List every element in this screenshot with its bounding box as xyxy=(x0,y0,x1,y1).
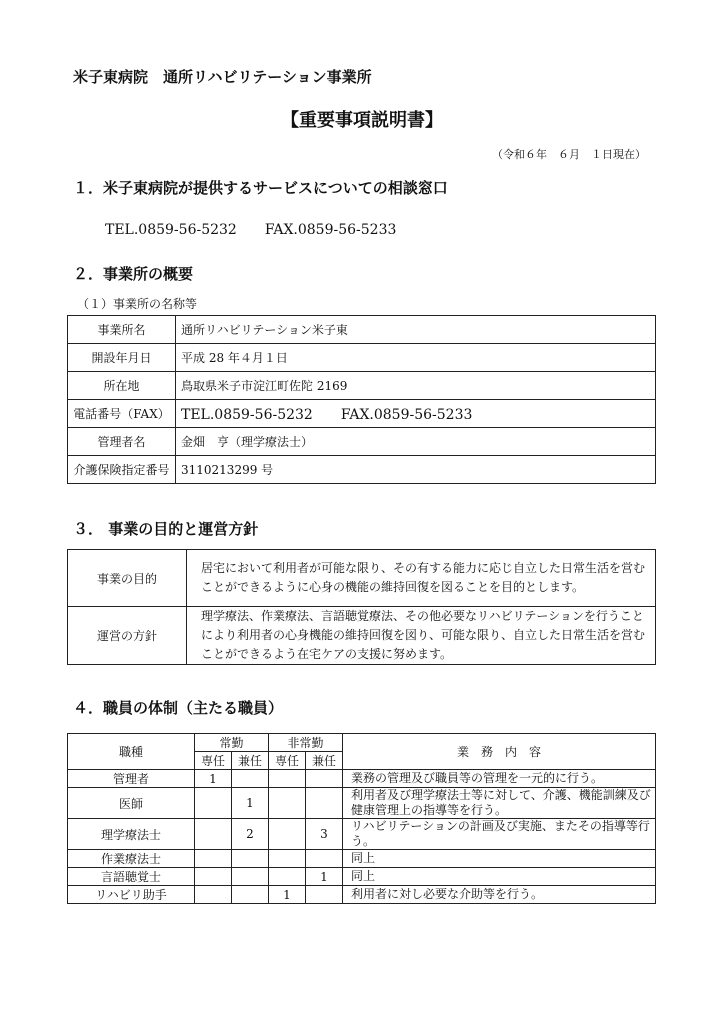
section-2-heading: ２．事業所の概要 xyxy=(73,265,194,283)
ft-concurrent-count: 1 xyxy=(232,788,269,819)
table-row xyxy=(68,886,656,904)
duty-description: 同上 xyxy=(343,868,656,886)
ft-concurrent-count xyxy=(232,770,269,788)
table-row xyxy=(68,344,656,372)
contact-numbers: TEL.0859-56-5232 FAX.0859-56-5233 xyxy=(105,222,397,238)
table-row xyxy=(68,372,656,400)
header-ft-dedicated: 専任 xyxy=(195,752,232,770)
header-pt-dedicated: 専任 xyxy=(269,752,306,770)
ft-dedicated-count xyxy=(195,850,232,868)
header-duty: 業 務 内 容 xyxy=(343,734,656,770)
job-title: 理学療法士 xyxy=(68,819,195,850)
pt-concurrent-count: 3 xyxy=(306,819,343,850)
pt-dedicated-count xyxy=(269,868,306,886)
row-value: 鳥取県米子市淀江町佐陀 2169 xyxy=(176,372,656,400)
header-ft-concurrent: 兼任 xyxy=(232,752,269,770)
duty-description: 同上 xyxy=(343,850,656,868)
organization-name: 米子東病院 通所リハビリテーション事業所 xyxy=(73,68,372,86)
row-value: 通所リハビリテーション米子東 xyxy=(176,316,656,344)
row-label: 事業所名 xyxy=(68,316,176,344)
table-row xyxy=(68,550,656,607)
pt-dedicated-count xyxy=(269,770,306,788)
row-value: 平成 28 年４月１日 xyxy=(176,344,656,372)
pt-concurrent-count: 1 xyxy=(306,868,343,886)
table-row xyxy=(68,607,656,665)
row-value: 3110213299 号 xyxy=(176,456,656,484)
header-parttime: 非常勤 xyxy=(269,734,343,752)
duty-description: 業務の管理及び職員等の管理を一元的に行う。 xyxy=(343,770,656,788)
pt-concurrent-count xyxy=(306,770,343,788)
table-row xyxy=(68,456,656,484)
row-text: 理学療法、作業療法、言語聴覚療法、その他必要なリハビリテーションを行うことにより利用者の心身機能の維持回復を図り、可能な限り、自立した日常生活を営むことができるよう在宅ケアの支援に努めます。 xyxy=(187,607,656,665)
ft-dedicated-count xyxy=(195,868,232,886)
job-title: 作業療法士 xyxy=(68,850,195,868)
header-fulltime: 常勤 xyxy=(195,734,269,752)
pt-concurrent-count xyxy=(306,850,343,868)
job-title: 医師 xyxy=(68,788,195,819)
ft-dedicated-count xyxy=(195,788,232,819)
table-row xyxy=(68,316,656,344)
row-text: 居宅において利用者が可能な限り、その有する能力に応じ自立した日常生活を営むことができるように心身の機能の維持回復を図ることを目的とします。 xyxy=(187,550,656,607)
pt-dedicated-count xyxy=(269,788,306,819)
row-label: 事業の目的 xyxy=(68,550,187,607)
as-of-date: （令和６年 ６月 １日現在） xyxy=(492,148,646,161)
section-3-heading: ３． 事業の目的と運営方針 xyxy=(73,520,259,538)
table-header-row xyxy=(68,734,656,752)
section-1-heading: １．米子東病院が提供するサービスについての相談窓口 xyxy=(73,179,448,197)
table-row xyxy=(68,400,656,428)
row-label: 電話番号（FAX） xyxy=(68,400,176,428)
job-title: 管理者 xyxy=(68,770,195,788)
job-title: リハビリ助手 xyxy=(68,886,195,904)
table-row xyxy=(68,850,656,868)
ft-dedicated-count xyxy=(195,886,232,904)
row-label: 所在地 xyxy=(68,372,176,400)
header-job: 職種 xyxy=(68,734,195,770)
document-title: 【重要事項説明書】 xyxy=(281,110,443,131)
ft-concurrent-count xyxy=(232,886,269,904)
facility-overview-table xyxy=(67,315,656,484)
row-value: TEL.0859-56-5232 FAX.0859-56-5233 xyxy=(176,400,656,428)
ft-concurrent-count xyxy=(232,850,269,868)
pt-concurrent-count xyxy=(306,886,343,904)
row-value: 金畑 亨（理学療法士） xyxy=(176,428,656,456)
row-label: 介護保険指定番号 xyxy=(68,456,176,484)
pt-dedicated-count: 1 xyxy=(269,886,306,904)
row-label: 運営の方針 xyxy=(68,607,187,665)
pt-dedicated-count xyxy=(269,819,306,850)
row-label: 管理者名 xyxy=(68,428,176,456)
duty-description: 利用者及び理学療法士等に対して、介護、機能訓練及び健康管理上の指導等を行う。 xyxy=(343,788,656,819)
table-row xyxy=(68,788,656,819)
ft-concurrent-count xyxy=(232,868,269,886)
section-2-subheading: （１）事業所の名称等 xyxy=(77,297,198,311)
ft-concurrent-count: 2 xyxy=(232,819,269,850)
duty-description: リハビリテーションの計画及び実施、またその指導等行う。 xyxy=(343,819,656,850)
row-label: 開設年月日 xyxy=(68,344,176,372)
purpose-policy-table xyxy=(67,549,656,665)
staff-structure-table xyxy=(67,733,656,904)
table-row xyxy=(68,868,656,886)
duty-description: 利用者に対し必要な介助等を行う。 xyxy=(343,886,656,904)
ft-dedicated-count xyxy=(195,819,232,850)
ft-dedicated-count: 1 xyxy=(195,770,232,788)
job-title: 言語聴覚士 xyxy=(68,868,195,886)
section-4-heading: ４．職員の体制（主たる職員） xyxy=(73,699,284,717)
table-row xyxy=(68,428,656,456)
header-pt-concurrent: 兼任 xyxy=(306,752,343,770)
pt-dedicated-count xyxy=(269,850,306,868)
pt-concurrent-count xyxy=(306,788,343,819)
table-row xyxy=(68,819,656,850)
table-row xyxy=(68,770,656,788)
